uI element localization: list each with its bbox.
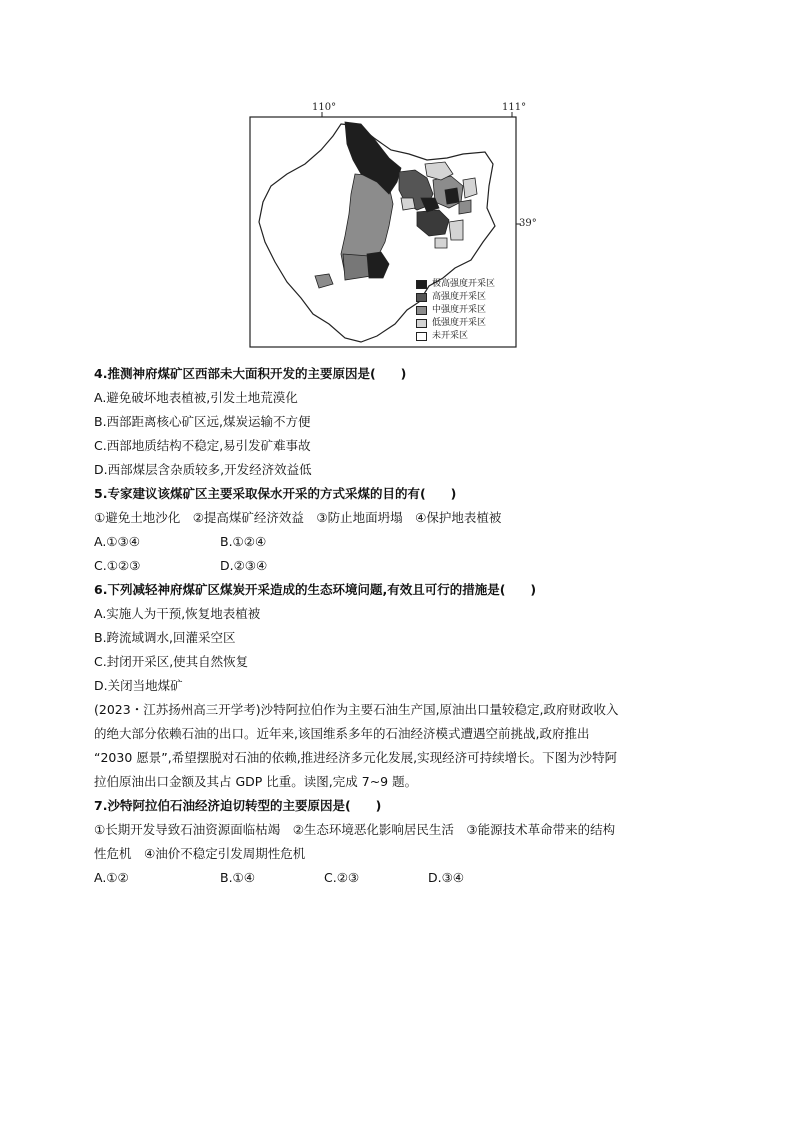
legend-label: 低强度开采区 [432,318,487,328]
question-6-option-d: D.关闭当地煤矿 [94,678,183,693]
question-6-option-b: B.跨流域调水,回灌采空区 [94,630,236,645]
legend-label: 中强度开采区 [432,305,487,315]
question-5-options-row1 [94,530,714,554]
map-legend [416,278,495,343]
legend-swatch [416,280,427,289]
legend-label: 未开采区 [432,331,469,341]
zone-low-east-2 [449,220,463,240]
question-5-option-a: A.①③④ [94,534,140,549]
zone-low-east-3 [435,238,447,248]
question-7-option-a: A.①② [94,870,129,885]
question-4-option-a: A.避免破坏地表植被,引发土地荒漠化 [94,390,298,405]
longitude-label-111: 111° [502,102,527,113]
passage-line-2: 的绝大部分依赖石油的出口。近年来,该国维系多年的石油经济模式遭遇空前挑战,政府推出 [94,726,590,741]
question-6-option-a: A.实施人为干预,恢复地表植被 [94,606,261,621]
question-5-option-c: C.①②③ [94,558,141,573]
zone-medium-small-east [459,200,471,214]
zone-extreme-center [445,188,459,204]
question-7-options [94,866,714,890]
question-text [94,362,714,890]
passage-line-4: 拉伯原油出口金额及其占 GDP 比重。读图,完成 7~9 题。 [94,774,418,789]
question-7-items-2: 性危机 ④油价不稳定引发周期性危机 [94,846,306,861]
mining-map-figure [249,102,549,352]
longitude-label-110: 110° [312,102,337,113]
legend-swatch [416,319,427,328]
question-5-items: ①避免土地沙化 ②提高煤矿经济效益 ③防止地面坍塌 ④保护地表植被 [94,510,502,525]
legend-item-extreme [416,278,495,291]
question-4-option-c: C.西部地质结构不稳定,易引发矿难事故 [94,438,311,453]
question-4-stem: 4.推测神府煤矿区西部未大面积开发的主要原因是( ) [94,366,407,381]
legend-label: 极高强度开采区 [432,279,496,289]
question-4-option-d: D.西部煤层含杂质较多,开发经济效益低 [94,462,312,477]
legend-swatch [416,293,427,302]
zone-low-central [401,198,415,210]
question-6-option-c: C.封闭开采区,使其自然恢复 [94,654,249,669]
legend-item-medium [416,304,495,317]
question-4-option-b: B.西部距离核心矿区远,煤炭运输不方便 [94,414,311,429]
passage-line-1: (2023・江苏扬州高三开学考)沙特阿拉伯作为主要石油生产国,原油出口量较稳定,政府财政收入 [94,702,619,717]
question-7-option-b: B.①④ [220,870,255,885]
passage-line-3: “2030 愿景”,希望摆脱对石油的依赖,推进经济多元化发展,实现经济可持续增长。下图为沙特阿 [94,750,618,765]
legend-item-unmined [416,330,495,343]
latitude-label-39: 39° [519,218,537,229]
legend-item-low [416,317,495,330]
question-5-options-row2 [94,554,714,578]
legend-item-high [416,291,495,304]
question-7-stem: 7.沙特阿拉伯石油经济迫切转型的主要原因是( ) [94,798,382,813]
zone-medium-southwest [343,254,371,280]
question-7-option-d: D.③④ [428,870,465,885]
legend-label: 高强度开采区 [432,292,487,302]
legend-swatch [416,306,427,315]
question-7-items-1: ①长期开发导致石油资源面临枯竭 ②生态环境恶化影响居民生活 ③能源技术革命带来的结构 [94,822,616,837]
zone-low-east-1 [463,178,477,198]
question-6-stem: 6.下列减轻神府煤矿区煤炭开采造成的生态环境问题,有效且可行的措施是( ) [94,582,537,597]
legend-swatch [416,332,427,341]
question-7-option-c: C.②③ [324,870,360,885]
question-5-option-b: B.①②④ [220,534,267,549]
question-5-option-d: D.②③④ [220,558,268,573]
mining-map [249,102,549,352]
question-5-stem: 5.专家建议该煤矿区主要采取保水开采的方式采煤的目的有( ) [94,486,457,501]
